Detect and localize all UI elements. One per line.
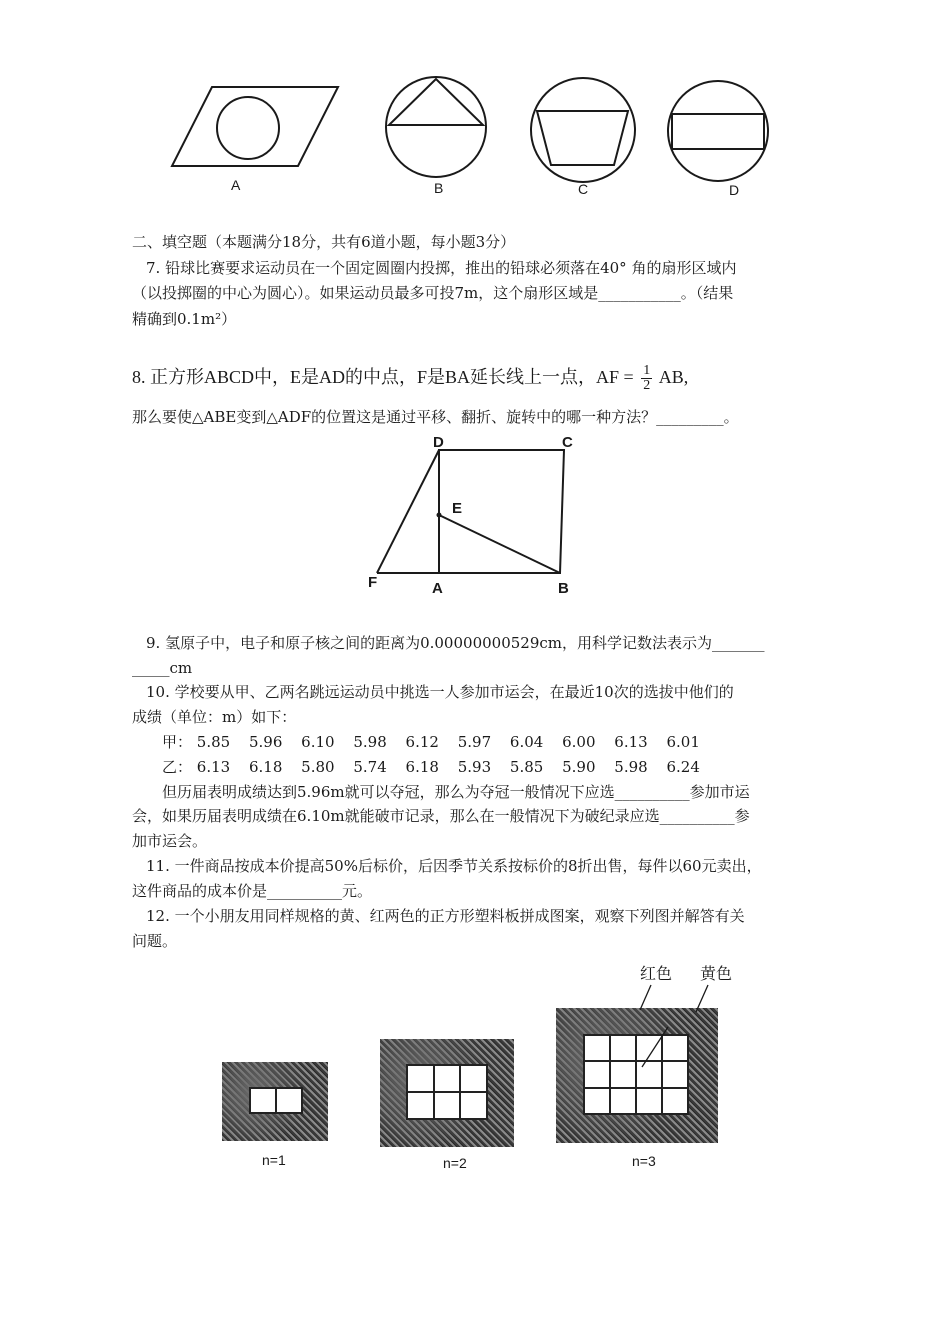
white-tile: [434, 1065, 461, 1092]
figure-label-a: A: [231, 177, 241, 193]
jia-score: 6.01: [666, 733, 700, 751]
q7-line3: 精确到0.1m²）: [132, 310, 237, 328]
q10-line7: 加市运会。: [132, 832, 208, 850]
q8-text-b: AB,: [658, 367, 689, 387]
figure-label-c: C: [578, 181, 589, 197]
jia-score: 5.96: [248, 733, 283, 751]
q8-frac-num: 1: [643, 363, 651, 379]
yi-score: 5.93: [457, 758, 492, 776]
pattern-n2-white-tiles: [406, 1064, 488, 1120]
q8-text-a: 8. 正方形ABCD中，E是AD的中点，F是BA延长线上一点，AF =: [132, 367, 634, 387]
q10-line5: 但历届表明成绩达到5.96m就可以夺冠，那么为夺冠一般情况下应选__________参加市运: [162, 783, 750, 801]
q12-line1: 12. 一个小朋友用同样规格的黄、红两色的正方形塑料板拼成图案，观察下列图并解答有关: [146, 907, 745, 925]
q10-jia-label: 甲：: [162, 733, 193, 751]
q11-line2: 这件商品的成本价是__________元。: [132, 882, 373, 900]
segment-fd: [377, 450, 439, 573]
jia-score: 6.00: [562, 733, 596, 751]
q10-yi-row: [162, 755, 700, 779]
label-pointers: [600, 975, 720, 1075]
figure-b-circle-triangle: [386, 77, 486, 177]
pattern-n1-white-tiles: [249, 1087, 303, 1114]
yi-score: 6.18: [248, 758, 283, 776]
jia-score: 6.13: [614, 733, 648, 751]
jia-score: 6.10: [301, 733, 335, 751]
q8-frac-den: 2: [643, 378, 651, 394]
point-label-f: F: [368, 574, 378, 591]
point-label-b: B: [558, 580, 569, 597]
point-e-dot: [437, 513, 442, 518]
q7-line1: 7. 铅球比赛要求运动员在一个固定圆圈内投掷，推出的铅球必须落在40° 角的扇形区域内: [146, 259, 737, 277]
q8-line2: 那么要使△ABE变到△ADF的位置这是通过平移、翻折、旋转中的哪一种方法？_________。: [132, 408, 739, 426]
yellow-label: 黄色: [700, 966, 733, 983]
point-label-c: C: [562, 434, 573, 451]
jia-score: 6.12: [405, 733, 439, 751]
white-tile: [636, 1088, 662, 1114]
caption-n2: n=2: [443, 1155, 467, 1171]
yi-score: 5.74: [353, 758, 387, 776]
figure-c-circle-trapezoid: [531, 78, 635, 182]
white-tile: [460, 1092, 487, 1119]
point-label-d: D: [433, 434, 444, 451]
top-figures: [160, 75, 800, 205]
yi-score: 5.90: [562, 758, 596, 776]
segment-eb: [439, 515, 560, 573]
yi-score: 6.18: [405, 758, 439, 776]
q9-line1: 9. 氢原子中，电子和原子核之间的距离为0.00000000529cm，用科学记数法表示为_______: [146, 634, 765, 652]
figure-a-parallelogram-circle: [172, 87, 338, 166]
red-label: 红色: [640, 966, 673, 983]
white-tile: [250, 1088, 276, 1113]
q8-line1: [132, 360, 688, 394]
yi-score: 5.80: [301, 758, 335, 776]
yi-score: 6.13: [196, 758, 231, 776]
red-pointer-line: [640, 985, 651, 1010]
white-tile: [407, 1065, 434, 1092]
point-label-a: A: [432, 580, 443, 597]
q10-line6: 会，如果历届表明成绩在6.10m就能破市记录，那么在一般情况下为破纪录应选__________参: [132, 807, 750, 825]
yi-score: 6.24: [666, 758, 700, 776]
white-tile: [276, 1088, 302, 1113]
q10-yi-label: 乙：: [162, 758, 193, 776]
q10-jia-values: [197, 733, 700, 751]
q10-line2: 成绩（单位：m）如下：: [132, 708, 297, 726]
jia-score: 6.04: [509, 733, 544, 751]
q12-line2: 问题。: [132, 932, 178, 950]
q10-jia-row: [162, 730, 700, 754]
q8-fraction: [641, 364, 652, 393]
point-label-e: E: [452, 500, 463, 517]
caption-n1: n=1: [262, 1152, 286, 1168]
center-pointer-line: [642, 1027, 668, 1067]
white-tile: [662, 1088, 688, 1114]
figure-label-d: D: [729, 182, 740, 198]
caption-n3: n=3: [632, 1153, 656, 1169]
jia-score: 5.98: [353, 733, 387, 751]
white-tile: [460, 1065, 487, 1092]
figure-label-b: B: [434, 180, 444, 196]
q11-line1: 11. 一件商品按成本价提高50%后标价，后因季节关系按标价的8折出售，每件以60元卖出，: [146, 857, 762, 875]
figure-d-circle-rectangle: [668, 81, 768, 181]
jia-score: 5.97: [457, 733, 492, 751]
yi-score: 5.98: [614, 758, 648, 776]
q10-line1: 10. 学校要从甲、乙两名跳远运动员中挑选一人参加市运会，在最近10次的选拔中他们的: [146, 683, 734, 701]
jia-score: 5.85: [196, 733, 231, 751]
q10-yi-values: [197, 758, 700, 776]
white-tile: [610, 1088, 636, 1114]
white-tile: [584, 1088, 610, 1114]
section-heading: 二、填空题（本题满分18分，共有6道小题，每小题3分）: [132, 233, 516, 251]
yi-score: 5.85: [509, 758, 544, 776]
q8-square-figure: [365, 435, 585, 600]
q9-line2: _____cm: [132, 659, 193, 677]
white-tile: [407, 1092, 434, 1119]
white-tile: [434, 1092, 461, 1119]
yellow-pointer-line: [696, 985, 708, 1012]
q7-line2: （以投掷圈的中心为圆心）。如果运动员最多可投7m，这个扇形区域是___________。（结果: [132, 284, 734, 302]
